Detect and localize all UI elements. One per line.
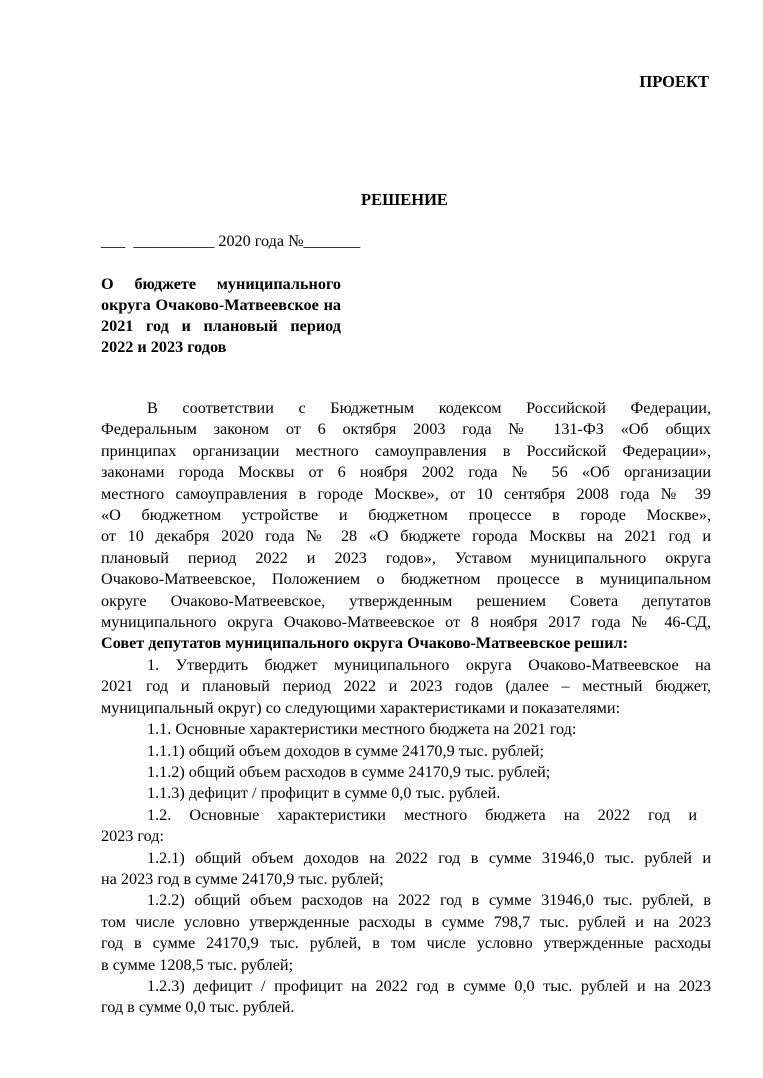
document-title: РЕШЕНИЕ (361, 190, 448, 209)
body-line: В соответствии с Бюджетным кодексом Российской Федерации, (147, 399, 711, 417)
body-line: 1.1.2) общий объем расходов в сумме 24170,9 тыс. рублей; (147, 762, 551, 781)
body-line: законами города Москвы от 6 ноября 2002 года № 56 «Об организации (101, 463, 711, 482)
council-decision-line: Совет депутатов муниципального округа Очаково-Матвеевское решил: (101, 634, 629, 653)
body-line: 1.2.1) общий объем доходов на 2022 год в сумме 31946,0 тыс. рублей и (147, 848, 711, 867)
body-line: местного самоуправления в городе Москве», от 10 сентября 2008 года № 39 (101, 484, 711, 503)
body-line: Федеральным законом от 6 октября 2003 года № 131-ФЗ «Об общих (101, 420, 711, 439)
body-line: том числе условно утвержденные расходы в сумме 798,7 тыс. рублей и на 2023 (101, 912, 711, 931)
body-line: плановый период 2022 и 2023 годов», Уставом муниципального округа (101, 548, 711, 567)
body-line: 2023 год: (101, 827, 165, 846)
body-line: «О бюджетном устройстве и бюджетном процессе в городе Москве», (101, 506, 711, 525)
body-line: 1.2.2) общий объем расходов на 2022 год в сумме 31946,0 тыс. рублей, в (147, 891, 711, 910)
body-line: 1.1.1) общий объем доходов в сумме 24170,9 тыс. рублей; (147, 741, 544, 760)
body-line: в сумме 1208,5 тыс. рублей; (101, 955, 294, 974)
body-line: 1. Утвердить бюджет муниципального округа Очаково-Матвеевское на (147, 655, 711, 674)
document-body (101, 398, 711, 1019)
body-line: 1.2.3) дефицит / профицит на 2022 год в сумме 0,0 тыс. рублей и на 2023 (147, 976, 711, 995)
body-line: 1.2. Основные характеристики местного бюджета на 2022 год и (147, 805, 697, 824)
body-line: принципах организации местного самоуправления в Российской Федерации», (101, 441, 711, 460)
body-line: муниципального округа Очаково-Матвеевское от 8 ноября 2017 года № 46-СД, (101, 613, 711, 632)
body-line: год в сумме 0,0 тыс. рублей. (101, 998, 295, 1017)
document-subject: О бюджете муниципального округа Очаково-Матвеевское на 2021 год и плановый период 2022 и 2023 годов (101, 275, 341, 356)
project-label: ПРОЕКТ (639, 72, 709, 91)
body-line: Очаково-Матвеевское, Положением о бюджетном процессе в муниципальном (101, 570, 711, 589)
body-line: 1.1. Основные характеристики местного бюджета на 2021 год: (147, 720, 577, 739)
body-line: год в сумме 24170,9 тыс. рублей, в том числе условно утвержденные расходы (101, 934, 711, 953)
body-line: 1.1.3) дефицит / профицит в сумме 0,0 тыс. рублей. (147, 784, 501, 803)
body-line: на 2023 год в сумме 24170,9 тыс. рублей; (101, 869, 384, 888)
body-line: от 10 декабря 2020 года № 28 «О бюджете города Москвы на 2021 год и (101, 527, 711, 546)
body-line: 2021 год и плановый период 2022 и 2023 годов (далее – местный бюджет, (101, 677, 711, 696)
body-line: муниципальный округ) со следующими характеристиками и показателями: (101, 698, 621, 717)
body-line: округе Очаково-Матвеевское, утвержденным решением Совета депутатов (101, 591, 711, 610)
date-number-line: ___ __________ 2020 года №_______ (101, 232, 361, 250)
